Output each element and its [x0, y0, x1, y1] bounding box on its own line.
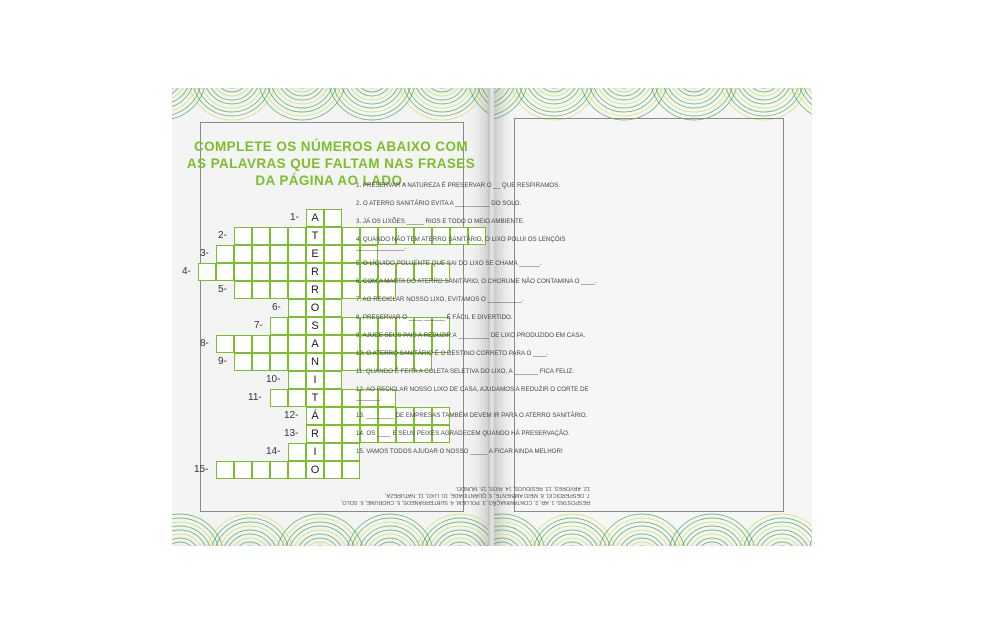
crossword-cell[interactable]	[288, 281, 306, 299]
clue-14: 14. OS ____ E SEUS PEIXES AGRADECEM QUANDO HÁ PRESERVAÇÃO.	[356, 430, 570, 437]
crossword-cell[interactable]	[270, 335, 288, 353]
crossword-cell[interactable]	[288, 461, 306, 479]
crossword-clue-number: 13-	[284, 428, 299, 439]
crossword-cell[interactable]	[270, 281, 288, 299]
crossword-cell[interactable]	[324, 245, 342, 263]
crossword-cell[interactable]	[288, 335, 306, 353]
crossword-clue-number: 9-	[218, 356, 227, 367]
crossword-cell[interactable]	[324, 317, 342, 335]
crossword-cell[interactable]	[288, 227, 306, 245]
clue-4: 4. QUANDO NÃO TEM ATERRO SANITÁRIO, O LIXO POLUI OS LENÇÓIS ______________.	[356, 236, 566, 251]
crossword-clue-number: 10-	[266, 374, 281, 385]
crossword-cell[interactable]	[252, 263, 270, 281]
crossword-cell[interactable]	[234, 227, 252, 245]
clue-2: 2. O ATERRO SANITÁRIO EVITA A __________ DO SOLO.	[356, 200, 522, 207]
crossword-cell[interactable]	[234, 335, 252, 353]
decorative-wave-bottom-right	[494, 512, 812, 546]
clue-10: 10. O ATERRO SANITÁRIO É O DESTINO CORRETO PARA O ____.	[356, 350, 549, 357]
answer-line-1: RESPOSTAS: 1. AR, 2. CONTAMINAÇÃO, 3. POLUEM, 4. SUBTERRÂNEOS, 5. CHORUME, 6. SOLO,	[340, 499, 590, 505]
clue-15: 15. VAMOS TODOS AJUDAR O NOSSO _____ A FICAR AINDA MELHOR!	[356, 448, 563, 455]
crossword-cell[interactable]	[252, 335, 270, 353]
clue-13: 13. ________ DE EMPRESAS TAMBÉM DEVEM IR PARA O ATERRO SANITÁRIO.	[356, 412, 588, 419]
crossword-cell[interactable]	[324, 353, 342, 371]
crossword-letter-cell: O	[306, 299, 324, 317]
crossword-cell[interactable]	[270, 389, 288, 407]
crossword-letter-cell: I	[306, 371, 324, 389]
crossword-cell[interactable]	[288, 317, 306, 335]
clue-7: 7. AO RECICLAR NOSSO LIXO, EVITAMOS O __________.	[356, 296, 524, 303]
crossword-cell[interactable]	[234, 245, 252, 263]
crossword-cell[interactable]	[324, 281, 342, 299]
crossword-cell[interactable]	[216, 263, 234, 281]
crossword-cell[interactable]	[270, 227, 288, 245]
decorative-wave-bottom-left	[172, 512, 490, 546]
crossword-cell[interactable]	[288, 353, 306, 371]
crossword-cell[interactable]	[288, 443, 306, 461]
crossword-cell[interactable]	[342, 461, 360, 479]
decorative-wave-top-right	[494, 88, 812, 122]
crossword-clue-number: 3-	[200, 248, 209, 259]
answer-key-upside-down	[340, 484, 590, 505]
crossword-cell[interactable]	[234, 353, 252, 371]
crossword-cell[interactable]	[288, 263, 306, 281]
crossword-cell[interactable]	[252, 281, 270, 299]
crossword-letter-cell: S	[306, 317, 324, 335]
crossword-cell[interactable]	[324, 227, 342, 245]
crossword-cell[interactable]	[270, 353, 288, 371]
crossword-cell[interactable]	[324, 461, 342, 479]
crossword-letter-cell: A	[306, 335, 324, 353]
crossword-letter-cell: I	[306, 443, 324, 461]
crossword-cell[interactable]	[252, 461, 270, 479]
crossword-clue-number: 7-	[254, 320, 263, 331]
crossword-cell[interactable]	[324, 443, 342, 461]
crossword-cell[interactable]	[324, 335, 342, 353]
clue-list	[356, 182, 616, 456]
crossword-cell[interactable]	[234, 263, 252, 281]
crossword-cell[interactable]	[288, 299, 306, 317]
crossword-cell[interactable]	[252, 245, 270, 263]
crossword-cell[interactable]	[324, 263, 342, 281]
decorative-wave-top-left	[172, 88, 490, 122]
crossword-cell[interactable]	[324, 299, 342, 317]
crossword-cell[interactable]	[252, 227, 270, 245]
crossword-letter-cell: E	[306, 245, 324, 263]
clue-3: 3. JÁ OS LIXÕES _____ RIOS E TODO O MEIO AMBIENTE.	[356, 218, 525, 225]
crossword-clue-number: 2-	[218, 230, 227, 241]
crossword-letter-cell: T	[306, 389, 324, 407]
clue-12: 12. AO RECICLAR NOSSO LIXO DE CASA, AJUDAMOS A REDUZIR O CORTE DE _______.	[356, 386, 589, 401]
crossword-cell[interactable]	[270, 461, 288, 479]
crossword-cell[interactable]	[288, 371, 306, 389]
heading-line-3: DA PÁGINA AO LADO.	[255, 173, 407, 188]
crossword-letter-cell: R	[306, 281, 324, 299]
crossword-cell[interactable]	[288, 389, 306, 407]
clue-8: 8. PRESERVAR O ____ ______ É FÁCIL E DIVERTIDO.	[356, 314, 513, 321]
crossword-cell[interactable]	[234, 281, 252, 299]
crossword-cell[interactable]	[324, 407, 342, 425]
crossword-cell[interactable]	[252, 353, 270, 371]
clue-1: 1. PRESERVAR A NATUREZA É PRESERVAR O __ QUE RESPIRAMOS.	[356, 182, 561, 189]
clue-5: 5. O LÍQUIDO POLUENTE QUE SAI DO LIXO SE CHAMA ______.	[356, 260, 542, 267]
crossword-cell[interactable]	[216, 335, 234, 353]
clue-9: 9. AJUDE SEUS PAIS A REDUZIR A _________ DE LIXO PRODUZIDO EM CASA.	[356, 332, 586, 339]
crossword-letter-cell: R	[306, 425, 324, 443]
answer-line-3: 12. ÁRVORES, 13. RESÍDUOS, 14. RIOS, 15. MUNDO.	[455, 485, 590, 491]
crossword-clue-number: 12-	[284, 410, 299, 421]
heading-line-1: COMPLETE OS NÚMEROS ABAIXO COM	[193, 139, 468, 154]
crossword-clue-number: 1-	[290, 212, 299, 223]
crossword-letter-cell: N	[306, 353, 324, 371]
crossword-cell[interactable]	[234, 461, 252, 479]
crossword-cell[interactable]	[270, 263, 288, 281]
crossword-clue-number: 6-	[272, 302, 281, 313]
crossword-clue-number: 4-	[182, 266, 191, 277]
crossword-cell[interactable]	[198, 263, 216, 281]
crossword-cell[interactable]	[216, 245, 234, 263]
crossword-letter-cell: Á	[306, 407, 324, 425]
crossword-letter-cell: O	[306, 461, 324, 479]
crossword-letter-cell: T	[306, 227, 324, 245]
crossword-clue-number: 8-	[200, 338, 209, 349]
clue-11: 11. QUANDO É FEITA A COLETA SELETIVA DO LIXO, A _______ FICA FELIZ.	[356, 368, 574, 375]
crossword-cell[interactable]	[324, 389, 342, 407]
crossword-clue-number: 11-	[248, 392, 262, 403]
crossword-cell[interactable]	[270, 317, 288, 335]
crossword-cell[interactable]	[288, 245, 306, 263]
crossword-clue-number: 5-	[218, 284, 227, 295]
crossword-cell[interactable]	[216, 461, 234, 479]
crossword-cell[interactable]	[324, 209, 342, 227]
heading-line-2: AS PALAVRAS QUE FALTAM NAS FRASES	[186, 156, 476, 171]
crossword-letter-cell: A	[306, 209, 324, 227]
clue-6: 6. COM A MANTA DO ATERRO SANITÁRIO, O CHORUME NÃO CONTAMINA O ____.	[356, 278, 597, 285]
crossword-cell[interactable]	[270, 245, 288, 263]
crossword-letter-cell: R	[306, 263, 324, 281]
crossword-cell[interactable]	[324, 371, 342, 389]
crossword-cell[interactable]	[324, 425, 342, 443]
crossword-clue-number: 15-	[194, 464, 209, 475]
crossword-clue-number: 14-	[266, 446, 281, 457]
answer-line-2: 7. DESPERDÍCIO, 8. MEIO AMBIENTE, 9. QUANTIDADE, 10. LIXO, 11. NATUREZA,	[385, 492, 590, 498]
